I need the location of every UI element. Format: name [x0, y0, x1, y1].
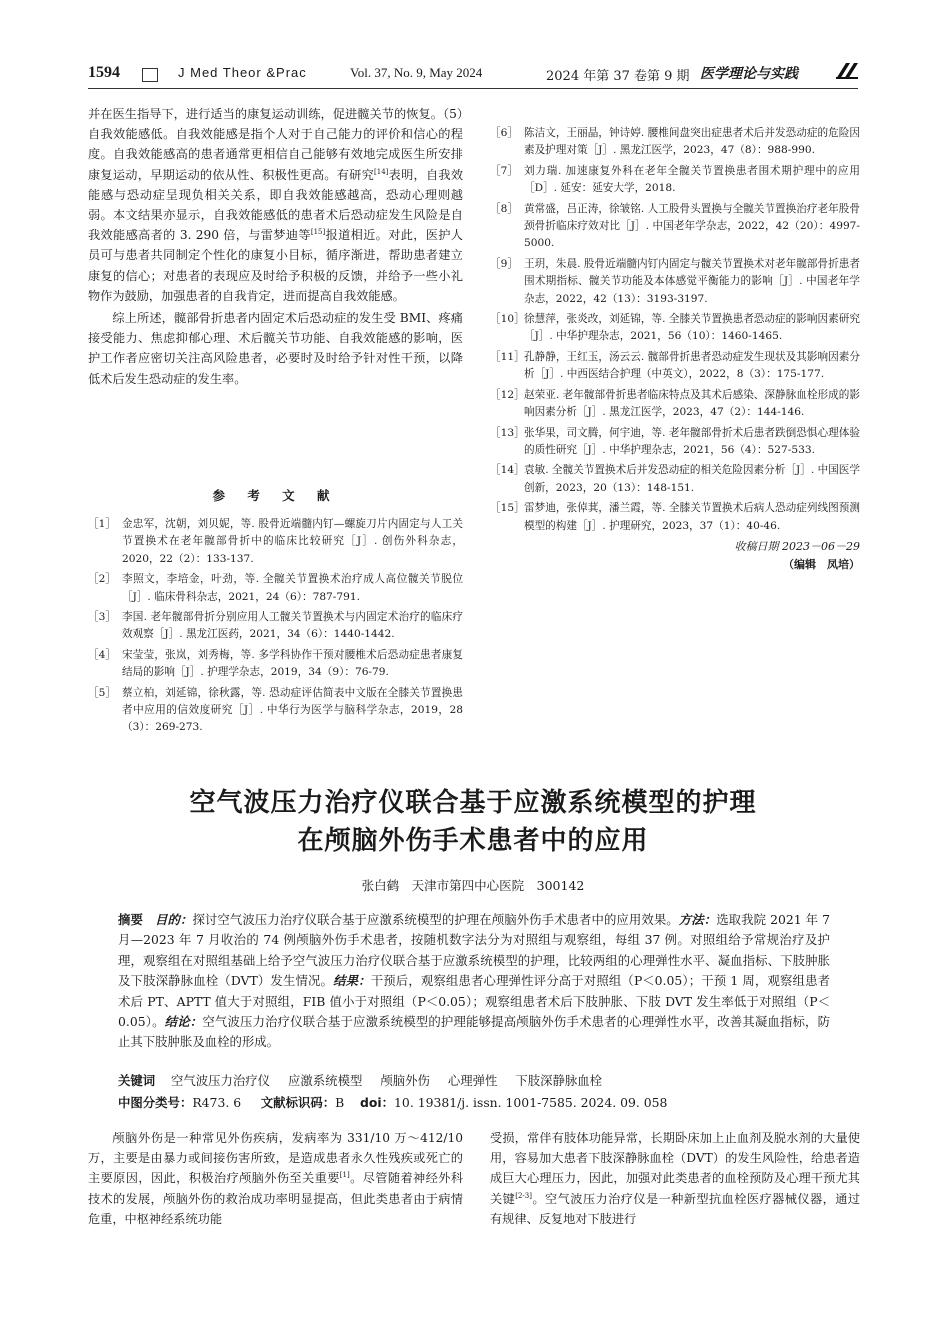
reference-item: ［14］ 袁敏. 全髋关节置换术后并发恐动症的相关危险因素分析［J］. 中国医学创新，2023，20（13）：148-151. [490, 464, 860, 494]
journal-logo-icon [834, 61, 860, 85]
clc-value: R473. 6 [192, 1095, 242, 1110]
article-title-line-1: 空气波压力治疗仪联合基于应激系统模型的护理 [189, 788, 757, 818]
reference-item: ［6］ 陈洁文，王丽晶，钟诗婷. 腰椎间盘突出症患者术后并发恐动症的危险因素及护理对策［J］. 黑龙江医学，2023，47（8）：988-990. [490, 127, 860, 157]
reference-item: ［3］ 李国. 老年髋部骨折分别应用人工髋关节置换术与内固定术治疗的临床疗效观察［J］. 黑龙江医药，2021，34（6）：1440-1442. [88, 611, 463, 641]
doi-value: 10. 19381/j. issn. 1001-7585. 2024. 09. 058 [394, 1095, 668, 1110]
journal-name-en: J Med Theor &Prac [178, 65, 307, 80]
conclusion-text: 空气波压力治疗仪联合基于应激系统模型的护理能够提高颅脑外伤手术患者的心理弹性水平，改善其凝血指标，防止其下肢肿胀及血栓的形成。 [118, 1014, 831, 1050]
doc-code-label: 文献标识码： [260, 1095, 336, 1110]
reference-item: ［5］ 蔡立柏，刘延锦，徐秋露，等. 恐动症评估简表中文版在全膝关节置换患者中应用的信效度研究［J］. 中华行为医学与脑科学杂志，2019，28（3）：269-273. [88, 686, 463, 734]
result-label: 结果： [333, 973, 371, 989]
keyword: 空气波压力治疗仪 [170, 1073, 271, 1088]
paragraph: 颅脑外伤是一种常见外伤疾病，发病率为 331/10 万～412/10 万，主要是由暴力或间接伤害所致，是造成患者永久性残疾或死亡的主要原因，因此，积极治疗颅脑外伤至关重要[1]。尽管随着神经外科技术的发展，颅脑外伤的救治成功率明显提高，但此类患者由于病情危重，中枢神经系统功能 [88, 1131, 464, 1226]
paragraph: 综上所述，髋部骨折患者内固定术后恐动症的发生受 BMI、疼痛接受能力、焦虑抑郁心理、术后髋关节功能、自我效能感的影响，医护工作者应密切关注高风险患者，必要时及时给予针对性干预，以降低术后发生恐动症的发生率。 [88, 311, 463, 386]
reference-item: ［13］ 张华果，司文腾，何宇迪，等. 老年髋部骨折术后患者跌倒恐惧心理体验的质性研究［J］. 中华护理杂志，2021，56（4）：527-533. [490, 426, 860, 456]
references-heading: 参 考 文 献 [212, 488, 339, 503]
reference-item: ［10］ 徐慧萍，张炎改，刘延锦，等. 全膝关节置换患者恐动症的影响因素研究［J］. 中华护理杂志，2021，56（10）：1460-1465. [490, 313, 860, 343]
body-left-column [88, 1128, 463, 1229]
reference-item: ［9］ 王玥，朱晨. 股骨近端髓内钉内固定与髋关节置换术对老年髋部骨折患者围术期指标、髋关节功能及本体感觉平衡能力的影响［J］. 中国老年学杂志，2022，42（13）：3193-3197. [490, 257, 860, 305]
references-right [490, 125, 860, 574]
author-affiliation: 张白鹤 天津市第四中心医院 300142 [361, 878, 585, 893]
reference-item: ［7］ 刘力瑞. 加速康复外科在老年全髋关节置换患者围术期护理中的应用［D］. 延安：延安大学，2018. [490, 164, 860, 195]
volume-en: Vol. 37, No. 9, May 2024 [350, 65, 483, 80]
journal-name-cn: 医学理论与实践 [700, 66, 798, 82]
result-text: 干预后，观察组患者心理弹性评分高于对照组（P＜0.05）；干预 1 周，观察组患者术后 PT、APTT 值大于对照组，FIB 值小于对照组（P＜0.05）；观察组患者术后下肢肿胀、下肢 DVT 发生率低于对照组（P＜0.05）。 [118, 973, 830, 1030]
conclusion-label: 结论： [164, 1014, 203, 1030]
square-icon [142, 68, 158, 82]
keyword: 应激系统模型 [288, 1073, 363, 1088]
method-text: 选取我院 2021 年 7 月—2023 年 7 月收治的 74 例颅脑外伤手术患者，按随机数字法分为对照组与观察组，每组 37 例。对照组给予常规治疗及护理，观察组在对照组基础上给予空气波压力治疗仪联合基于应激系统模型的护理，比较两组的心理弹性水平、凝血指标、下肢肿胀及下肢深静脉血栓（DVT）发生情况。 [118, 912, 831, 989]
article-title-line-2: 在颅脑外伤手术患者中的应用 [297, 826, 649, 856]
objective-label: 目的： [155, 912, 193, 927]
header-rule [88, 88, 858, 89]
objective-text: 探讨空气波压力治疗仪联合基于应激系统模型的护理在颅脑外伤手术患者中的应用效果。 [192, 912, 679, 927]
running-header [88, 64, 858, 86]
reference-item: ［12］ 赵荣亚. 老年髋部骨折患者临床特点及其术后感染、深静脉血栓形成的影响因素分析［J］. 黑龙江医学，2023，47（2）：144-146. [490, 388, 860, 419]
keyword: 颅脑外伤 [380, 1073, 430, 1088]
reference-item: ［2］ 李照文，李培金，叶劲，等. 全髋关节置换术治疗成人高位髋关节脱位［J］. 临床骨科杂志，2021，24（6）：787-791. [88, 573, 463, 603]
keywords-label: 关键词 [118, 1073, 156, 1088]
keywords-line [118, 1071, 830, 1091]
reference-item: ［8］ 黄常盛，吕正涛，徐皱铭. 人工股骨头置换与全髋关节置换治疗老年股骨颈骨折临床疗效对比［J］. 中国老年学杂志，2022，42（20）：4997-5000. [490, 202, 860, 250]
reference-item: ［1］ 金忠军，沈朝，刘贝妮，等. 股骨近端髓内钉—螺旋刀片内固定与人工关节置换术在老年髋部骨折中的临床比较研究［J］. 创伤外科杂志，2020，22（2）：133-137. [88, 518, 463, 565]
doi-label: doi： [360, 1095, 395, 1110]
paragraph: 并在医生指导下，进行适当的康复运动训练，促进髋关节的恢复。（5）自我效能感低。自我效能感是指个人对于自己能力的评价和信心的程度。自我效能感高的患者通常更相信自己能够有效地完成医生所安排康复运动，早期运动的依从性、积极性更高。有研究[14]表明，自我效能感与恐动症呈现负相关关系，即自我效能感越高，恐动心理则越弱。本文结果亦显示，自我效能感低的患者术后恐动症发生风险是自我效能感高者的 3. 290 倍，与雷梦迪等[15]报道相近。对此，医护人员可与患者共同制定个性化的康复小目标，循序渐进，帮助患者建立康复的信心；对患者的表现应及时给予积极的反馈，并给予一些小礼物作为鼓励，加强患者的自我肯定，进而提高自我效能感。 [88, 107, 464, 303]
keyword: 下肢深静脉血栓 [515, 1073, 603, 1088]
volume-cn: 2024 年第 37 卷第 9 期 [546, 69, 690, 84]
page-number: 1594 [88, 64, 120, 81]
clc-label: 中图分类号： [118, 1095, 193, 1110]
paragraph: 受损，常伴有肢体功能异常，长期卧床加上止血剂及脱水剂的大量使用，容易加大患者下肢深静脉血栓（DVT）的发生风险性，给患者造成巨大心理压力，因此，加强对此类患者的血栓预防及心理干预尤其关键[2-3]。空气波压力治疗仪是一种新型抗血栓医疗器械仪器，通过有规律、反复地对下肢进行 [490, 1131, 861, 1226]
editor-note: （编辑 凤培） [783, 557, 860, 571]
body-right-column [490, 1128, 860, 1229]
reference-item: ［15］ 雷梦迪，张倬萁，潘兰霞，等. 全膝关节置换术后病人恐动症列线图预测模型的构建［J］. 护理研究，2023，37（1）：40-46. [490, 502, 860, 532]
reference-item: ［4］ 宋莹莹，张岚，刘秀梅，等. 多学科协作干预对腰椎术后恐动症患者康复结局的影响［J］. 护理学杂志，2019，34（9）：76-79. [88, 648, 463, 679]
keyword: 心理弹性 [447, 1073, 498, 1088]
references-left [88, 516, 463, 740]
doc-code-value: B [335, 1095, 345, 1110]
received-date: 收稿日期 2023－06－29 [734, 539, 860, 553]
classification-line [118, 1093, 830, 1113]
abstract [118, 910, 830, 1053]
left-column [88, 104, 463, 389]
reference-item: ［11］ 孔静静，王红玉，汤云云. 髋部骨折患者恐动症发生现状及其影响因素分析［J］. 中西医结合护理（中英文），2022，8（3）：175-177. [490, 350, 860, 381]
abstract-label: 摘要 [118, 912, 143, 927]
method-label: 方法： [678, 912, 717, 927]
